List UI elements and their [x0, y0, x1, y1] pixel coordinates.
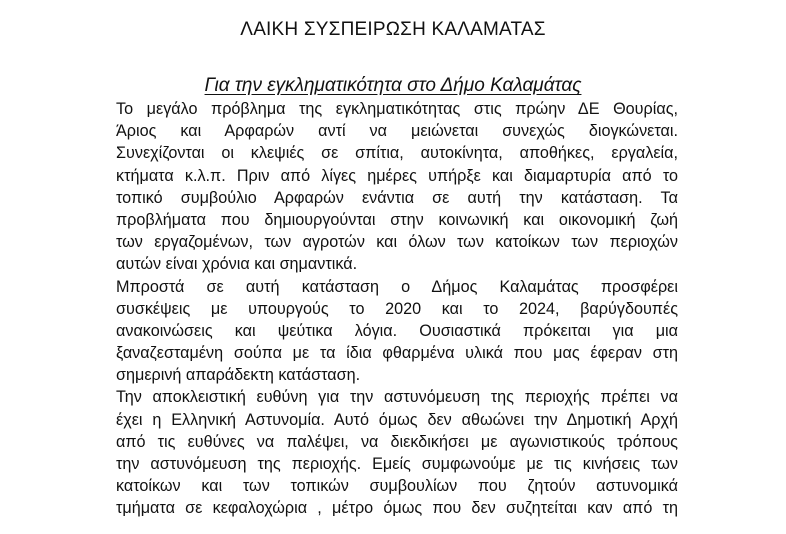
text-line: Συνεχίζονται οι κλεψιές σε σπίτια, αυτοκίνητα, αποθήκες, εργαλεία, — [116, 144, 678, 163]
text-line: Μπροστά σε αυτή κατάσταση ο Δήμος Καλαμάτας προσφέρει — [116, 277, 678, 296]
text-line: προβλήματα που δημιουργούνται στην κοινωνική και οικονομική ζωή — [116, 210, 678, 229]
text-line: ανακοινώσεις και ψεύτικα λόγια. Ουσιαστικά πρόκειται για μια — [116, 321, 678, 340]
text-line: των εργαζομένων, των αγροτών και όλων των κατοίκων των περιοχών — [116, 233, 678, 252]
text-line: την αστυνόμευση της περιοχής. Εμείς συμφωνούμε με τις κινήσεις των — [116, 455, 678, 473]
text-line: Την αποκλειστική ευθύνη για την αστυνόμευση της περιοχής πρέπει να — [116, 388, 678, 407]
text-line: Άριος και Αρφαρών αντί να μειώνεται συνεχώς διογκώνεται. — [116, 122, 678, 141]
text-line: αυτών είναι χρόνια και σημαντικά. — [116, 255, 358, 274]
document-title: Για την εγκληματικότητα στο Δήμο Καλαμάτας — [204, 75, 582, 96]
text-line: έχει η Ελληνική Αστυνομία. Αυτό όμως δεν αθωώνει την Δημοτική Αρχή — [116, 410, 678, 429]
text-line: κατοίκων και των τοπικών συμβουλίων που ζητούν αστυνομικά — [116, 477, 678, 496]
paragraph-municipality-response — [116, 276, 678, 387]
text-line: τοπικό συμβούλιο Αρφαρών ενάντια σε αυτή την κατάσταση. Τα — [116, 188, 678, 207]
text-line: κτήματα κ.λ.π. Πριν από λίγες ημέρες υπήρξε και διαμαρτυρία από το — [116, 166, 678, 185]
text-line: από τις ευθύνες να παλέψει, να διεκδικήσει με αγωνιστικούς τρόπους — [116, 432, 678, 451]
text-line: συσκέψεις με υπουργούς το 2020 και το 2024, βαρύγδουπές — [116, 299, 678, 318]
text-line: Το μεγάλο πρόβλημα της εγκληματικότητας στις πρώην ΔΕ Θουρίας, — [116, 100, 678, 118]
paragraph-crime-problem — [116, 98, 678, 276]
text-line: τμήματα σε κεφαλοχώρια , μέτρο όμως που δεν συζητείται καν από τη — [116, 499, 678, 518]
paragraph-policing-responsibility — [116, 386, 678, 519]
document-header: ΛΑΙΚΗ ΣΥΣΠΕΙΡΩΣΗ ΚΑΛΑΜΑΤΑΣ — [240, 19, 546, 40]
text-line: ξαναζεσταμένη σούπα με τα ίδια φθαρμένα υλικά που μας έφεραν στη — [116, 344, 678, 363]
text-line: σημερινή απαράδεκτη κατάσταση. — [116, 366, 361, 385]
document-body — [116, 98, 678, 520]
